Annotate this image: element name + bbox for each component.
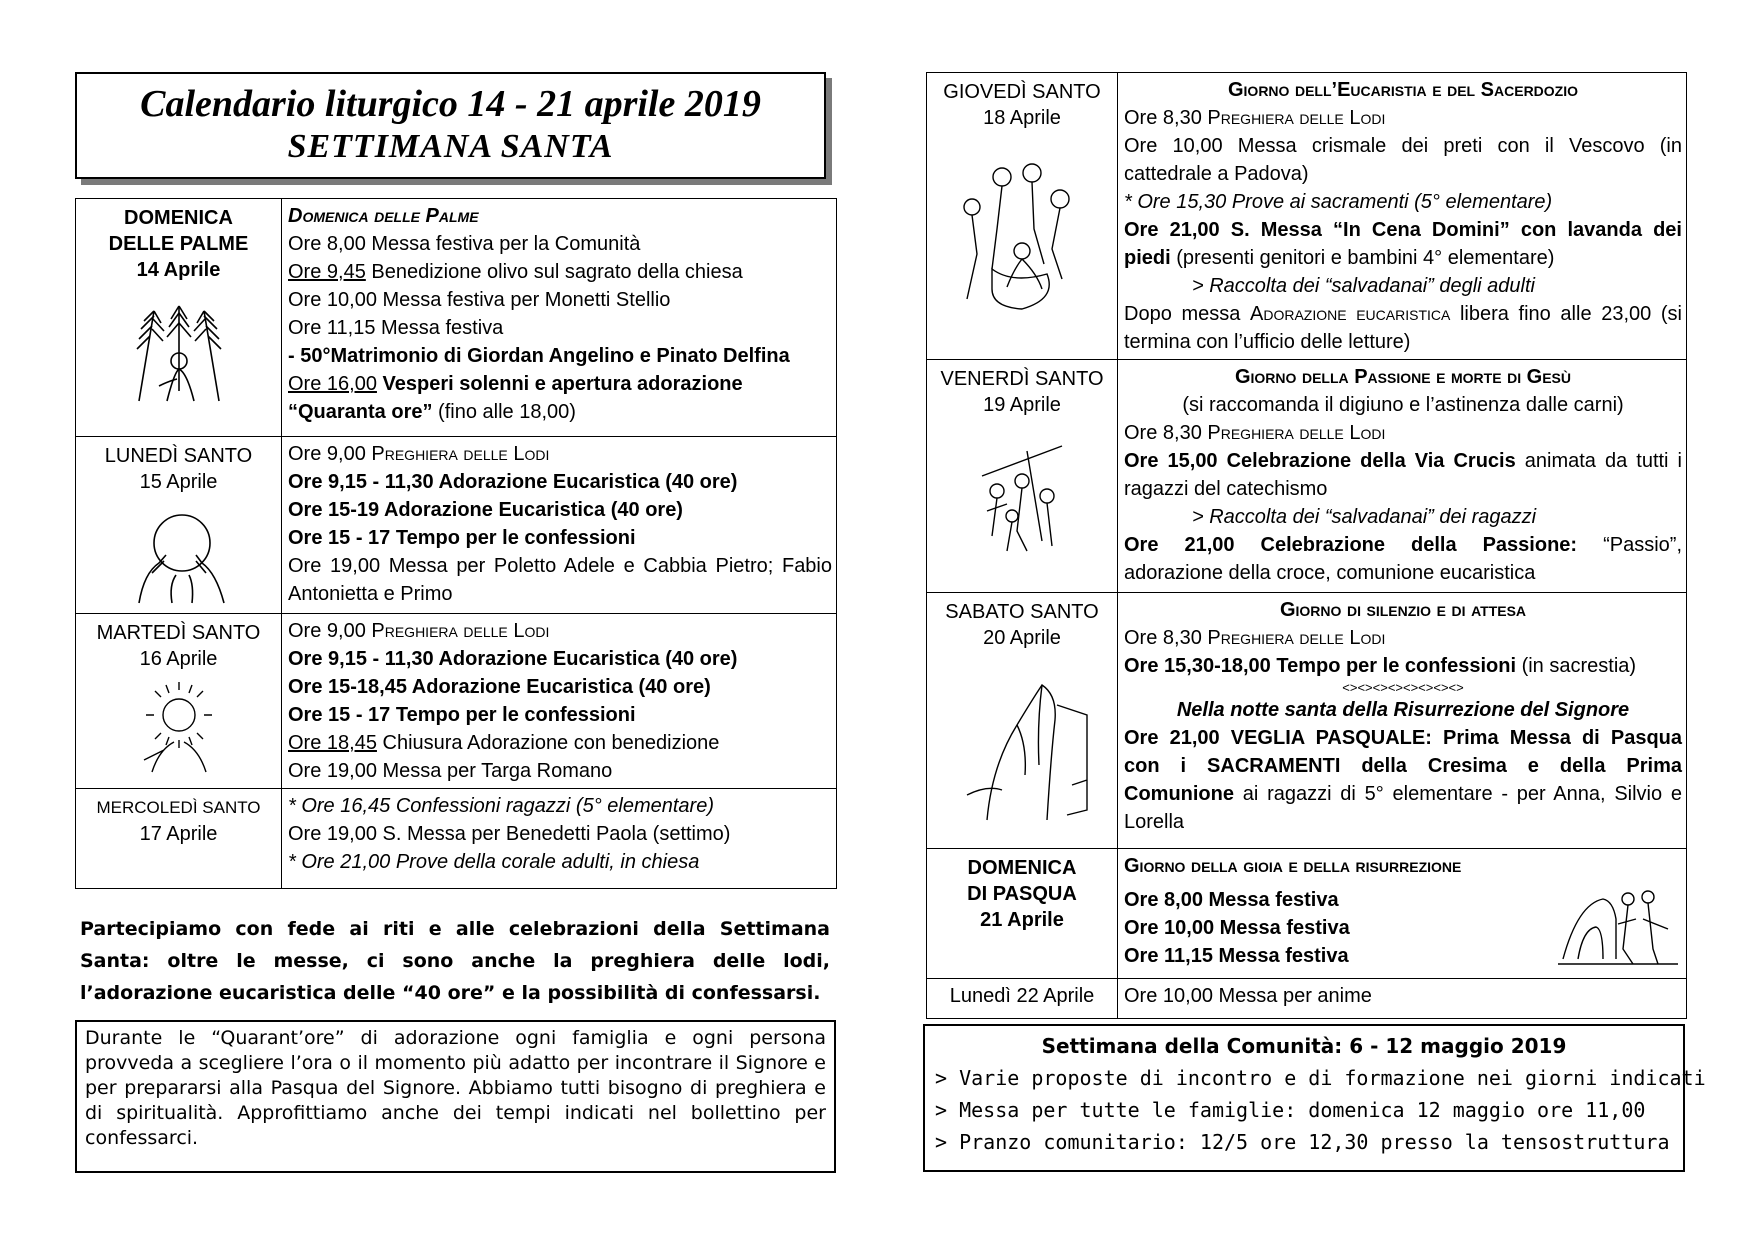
events-cell bbox=[282, 437, 837, 614]
day-name: MARTEDÌ SANTO bbox=[96, 622, 261, 644]
day-cell bbox=[927, 73, 1118, 360]
event-line bbox=[288, 617, 832, 645]
event-line: Ore 8,00 Messa festiva bbox=[1124, 889, 1339, 911]
event-text: Dopo messa bbox=[1124, 303, 1250, 325]
participation-note: Partecipiamo con fede ai riti e alle celebrazioni della Settimana Santa: oltre le messe, ci sono anche la preghiera delle lodi, l’adorazione eucaristica delle “40 ore” e la possibilità di confessarsi. bbox=[80, 918, 830, 1004]
event-text: Preghiera delle Lodi bbox=[371, 620, 550, 642]
community-item: > Varie proposte di incontro e di formazione nei giorni indicati bbox=[935, 1066, 1706, 1090]
event-text: libera fino alle 23,00 (si termina con l’ufficio delle letture) bbox=[1124, 303, 1682, 353]
day-name: SABATO SANTO bbox=[945, 601, 1099, 623]
event-text: Adorazione eucaristica bbox=[1250, 303, 1451, 325]
event-text: (presenti genitori e bambini 4° elementare) bbox=[1170, 247, 1555, 269]
event-line: Ore 15-18,45 Adorazione Eucaristica (40 ore) bbox=[288, 676, 711, 698]
event-text: Preghiera delle Lodi bbox=[1207, 107, 1386, 129]
way-of-cross-icon bbox=[927, 436, 1117, 556]
event-line: Ore 15 - 17 Tempo per le confessioni bbox=[288, 704, 636, 726]
event-line: - 50°Matrimonio di Giordan Angelino e Pinato Delfina bbox=[288, 345, 790, 367]
event-line bbox=[288, 258, 832, 286]
event-time: Ore 9,00 bbox=[288, 443, 372, 465]
foot-washing-icon bbox=[927, 159, 1117, 319]
separator: <><><><><><><><> bbox=[1342, 680, 1464, 695]
calendar-left-table bbox=[75, 198, 837, 889]
event-line: Ore 11,15 Messa festiva bbox=[288, 317, 504, 339]
event-line: (si raccomanda il digiuno e l’astinenza dalle carni) bbox=[1182, 394, 1624, 416]
event-text: Ore 21,00 Celebrazione della Passione: bbox=[1124, 534, 1578, 556]
radiant-host-icon bbox=[76, 680, 281, 775]
page-title: Calendario liturgico 14 - 21 aprile 2019 bbox=[140, 83, 761, 125]
day-cell bbox=[927, 849, 1118, 979]
event-text: (fino alle 18,00) bbox=[432, 401, 576, 423]
event-text: Preghiera delle Lodi bbox=[1207, 422, 1386, 444]
day-row-thursday bbox=[927, 73, 1687, 360]
event-line: Ore 15 - 17 Tempo per le confessioni bbox=[288, 527, 636, 549]
events-cell bbox=[282, 614, 837, 789]
event-line bbox=[1124, 624, 1682, 652]
events-cell bbox=[282, 199, 837, 437]
event-line: Ore 11,15 Messa festiva bbox=[1124, 945, 1349, 967]
day-cell bbox=[927, 593, 1118, 849]
event-line: * Ore 16,45 Confessioni ragazzi (5° elementare) bbox=[288, 795, 714, 817]
events-cell bbox=[1118, 73, 1687, 360]
events-cell bbox=[1118, 360, 1687, 593]
event-line: * Ore 15,30 Prove ai sacramenti (5° elementare) bbox=[1124, 191, 1553, 213]
event-line: Ore 10,00 Messa festiva per Monetti Stellio bbox=[288, 289, 671, 311]
event-line: > Raccolta dei “salvadanai” dei ragazzi bbox=[1192, 506, 1537, 528]
day-theme-header: Giorno della Passione e morte di Gesù bbox=[1234, 366, 1572, 388]
day-date: 17 Aprile bbox=[139, 823, 218, 845]
host-hands-icon bbox=[76, 503, 281, 608]
event-line bbox=[1124, 300, 1682, 356]
event-time: Ore 9,00 bbox=[288, 620, 372, 642]
event-line bbox=[1124, 104, 1682, 132]
event-line: Ore 10,00 Messa crismale dei preti con il Vescovo (in cattedrale a Padova) bbox=[1124, 135, 1682, 185]
event-text: “Quaranta ore” bbox=[288, 401, 433, 423]
day-date: 21 Aprile bbox=[980, 909, 1064, 931]
day-name: DI PASQUA bbox=[967, 883, 1077, 905]
day-date: 15 Aprile bbox=[139, 471, 218, 493]
day-date: 19 Aprile bbox=[983, 394, 1061, 416]
event-line bbox=[288, 729, 832, 757]
event-text: “Passio”, adorazione della croce, comunione eucaristica bbox=[1124, 534, 1683, 584]
day-name: Lunedì 22 Aprile bbox=[949, 985, 1095, 1007]
event-line bbox=[1124, 447, 1682, 503]
day-theme-header: Giorno di silenzio e di attesa bbox=[1279, 599, 1527, 621]
community-item: > Pranzo comunitario: 12/5 ore 12,30 presso la tensostruttura bbox=[935, 1130, 1670, 1154]
day-cell bbox=[76, 614, 282, 789]
day-name: DOMENICA bbox=[967, 857, 1077, 879]
event-text: Ore 15,00 Celebrazione della Via Crucis bbox=[1124, 450, 1516, 472]
day-name: DELLE PALME bbox=[108, 233, 249, 255]
event-line bbox=[1124, 652, 1682, 680]
day-date: 18 Aprile bbox=[983, 107, 1061, 129]
day-date: 20 Aprile bbox=[983, 627, 1061, 649]
day-row-monday-easter bbox=[927, 979, 1687, 1019]
day-row-saturday bbox=[927, 593, 1687, 849]
day-name: LUNEDÌ SANTO bbox=[104, 445, 253, 467]
event-text: Ore 21,00 VEGLIA PASQUALE: Prima Messa di Pasqua con i SACRAMENTI della Cresima e della Prima Comunione bbox=[1124, 727, 1682, 805]
event-time: Ore 16,00 bbox=[288, 373, 377, 395]
events-cell bbox=[1118, 849, 1687, 979]
event-line bbox=[1124, 724, 1682, 836]
day-date: 16 Aprile bbox=[139, 648, 218, 670]
event-text: animata da tutti i ragazzi del catechismo bbox=[1124, 450, 1682, 500]
day-date: 14 Aprile bbox=[136, 259, 221, 281]
event-text: (in sacrestia) bbox=[1516, 655, 1637, 677]
community-week-box bbox=[923, 1024, 1706, 1172]
quarantore-note: Durante le “Quarant’ore” di adorazione ogni famiglia e ogni persona provveda a scegliere l’ora o il momento più adatto per incontrare il Signore e per prepararsi alla Pasqua del Signore. Abbiamo tutti bisogno di preghiera e di spiritualità. Approfittiamo anche dei tempi indicati nel bollettino per confessarci. bbox=[75, 1020, 836, 1173]
event-line: Ore 8,00 Messa festiva per la Comunità bbox=[288, 233, 641, 255]
event-text: Ore 15,30-18,00 Tempo per le confessioni bbox=[1124, 655, 1517, 677]
day-row-friday bbox=[927, 360, 1687, 593]
community-item: > Messa per tutte le famiglie: domenica 12 maggio ore 11,00 bbox=[935, 1098, 1646, 1122]
event-line: Ore 19,00 Messa per Targa Romano bbox=[288, 760, 613, 782]
day-row-monday bbox=[76, 437, 837, 614]
event-text: Vesperi solenni e apertura adorazione bbox=[376, 373, 743, 395]
event-time: Ore 8,30 bbox=[1124, 422, 1208, 444]
event-header: Domenica delle Palme bbox=[288, 205, 479, 227]
calendar-right-table bbox=[926, 72, 1687, 1019]
event-time: Ore 9,45 bbox=[288, 261, 366, 283]
day-cell bbox=[927, 360, 1118, 593]
event-text: Benedizione olivo sul sagrato della chiesa bbox=[365, 261, 743, 283]
day-cell bbox=[76, 437, 282, 614]
event-time: Ore 8,30 bbox=[1124, 107, 1208, 129]
day-theme-header: Giorno della gioia e della risurrezione bbox=[1124, 855, 1462, 877]
event-line: > Raccolta dei “salvadanai” degli adulti bbox=[1192, 275, 1535, 297]
day-row-tuesday bbox=[76, 614, 837, 789]
event-line: Ore 10,00 Messa festiva bbox=[1124, 917, 1350, 939]
day-cell bbox=[76, 789, 282, 889]
event-text: Chiusura Adorazione con benedizione bbox=[376, 732, 720, 754]
event-line: * Ore 21,00 Prove della corale adulti, in chiesa bbox=[288, 851, 700, 873]
palm-branches-icon bbox=[76, 291, 281, 411]
event-time: Ore 8,30 bbox=[1124, 627, 1208, 649]
event-line: Ore 15-19 Adorazione Eucaristica (40 ore) bbox=[288, 499, 683, 521]
events-cell bbox=[282, 789, 837, 889]
event-line bbox=[1124, 531, 1682, 587]
empty-tomb-icon bbox=[1558, 879, 1678, 977]
day-cell bbox=[76, 199, 282, 437]
day-theme-header: Giorno dell’Eucaristia e del Sacerdozio bbox=[1227, 79, 1579, 101]
events-cell bbox=[1118, 593, 1687, 849]
day-name: GIOVEDÌ SANTO bbox=[943, 81, 1101, 103]
day-name: MERCOLEDÌ SANTO bbox=[96, 798, 261, 817]
day-cell bbox=[927, 979, 1118, 1019]
events-cell bbox=[1118, 979, 1687, 1019]
day-name: DOMENICA bbox=[124, 207, 233, 229]
praying-hands-icon bbox=[927, 665, 1117, 825]
event-text: Preghiera delle Lodi bbox=[1207, 627, 1386, 649]
event-line bbox=[288, 370, 832, 426]
event-text: Ore 21,00 S. Messa “In Cena Domini” con lavanda dei piedi bbox=[1124, 219, 1682, 269]
event-text: ai ragazzi di 5° elementare - per Anna, Silvio e Lorella bbox=[1124, 783, 1682, 833]
day-name: VENERDÌ SANTO bbox=[940, 368, 1104, 390]
event-line: Nella notte santa della Risurrezione del Signore bbox=[1176, 699, 1630, 721]
event-line bbox=[1124, 419, 1682, 447]
event-text: Preghiera delle Lodi bbox=[371, 443, 550, 465]
event-line bbox=[288, 440, 832, 468]
day-row-easter bbox=[927, 849, 1687, 979]
page-subtitle: SETTIMANA SANTA bbox=[287, 128, 614, 165]
event-line bbox=[1124, 216, 1682, 272]
event-line: Ore 10,00 Messa per anime bbox=[1124, 985, 1372, 1007]
day-row-sunday-palms bbox=[76, 199, 837, 437]
event-line: Ore 19,00 Messa per Poletto Adele e Cabbia Pietro; Fabio Antonietta e Primo bbox=[288, 555, 832, 605]
event-line: Ore 19,00 S. Messa per Benedetti Paola (settimo) bbox=[288, 823, 731, 845]
event-line: Ore 9,15 - 11,30 Adorazione Eucaristica (40 ore) bbox=[288, 648, 738, 670]
community-title: Settimana della Comunità: 6 - 12 maggio 2019 bbox=[1041, 1034, 1567, 1058]
event-time: Ore 18,45 bbox=[288, 732, 377, 754]
day-row-wednesday bbox=[76, 789, 837, 889]
event-line: Ore 9,15 - 11,30 Adorazione Eucaristica (40 ore) bbox=[288, 471, 738, 493]
title-box bbox=[75, 72, 826, 179]
